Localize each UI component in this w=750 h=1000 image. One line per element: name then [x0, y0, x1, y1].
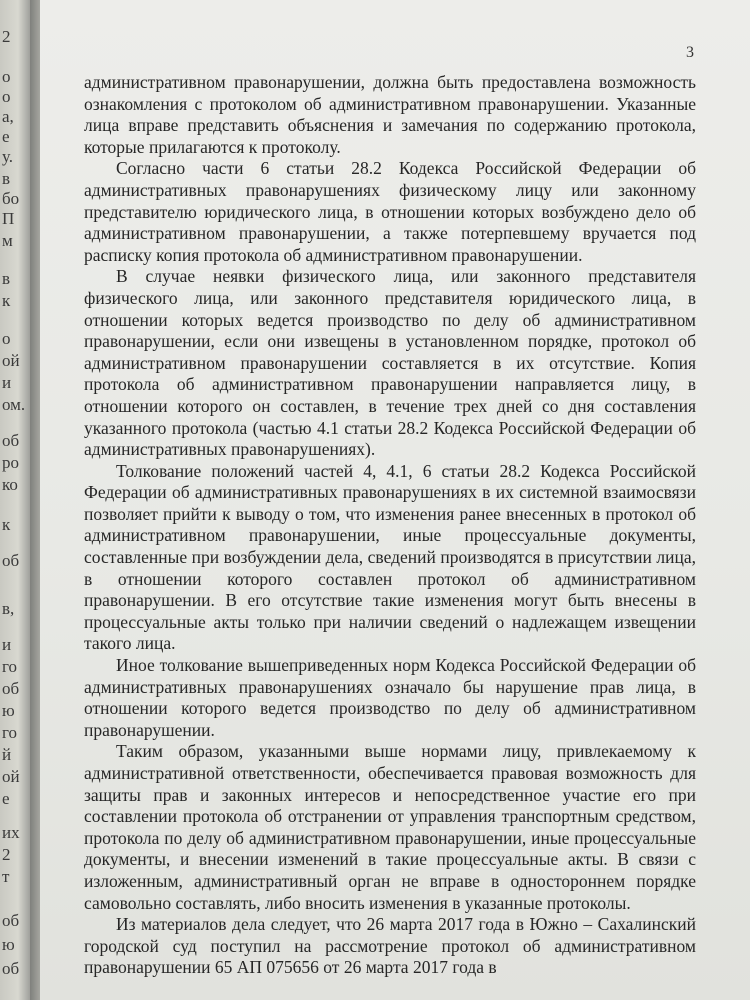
- adjacent-page-fragment: о: [2, 67, 11, 86]
- adjacent-page-fragment: у.: [2, 147, 14, 166]
- adjacent-page-fragment: о: [2, 329, 11, 348]
- adjacent-page-fragment: в: [2, 169, 11, 188]
- adjacent-page-fragment: об: [2, 431, 20, 450]
- adjacent-page-fragment: об: [2, 959, 20, 978]
- document-body: [84, 72, 696, 979]
- adjacent-page-fragment: П: [2, 209, 15, 228]
- adjacent-page-fragment: ро: [2, 453, 19, 472]
- paragraph: Согласно части 6 статьи 28.2 Кодекса Российской Федерации об административных правонарушениях физическому лицу или законному представителю юридического лица, в отношении которых возбуждено дело об административном правонарушении, а также потерпевшему вручается под расписку копия протокола об административном правонарушении.: [84, 158, 696, 265]
- adjacent-page-fragment: м: [2, 231, 13, 250]
- adjacent-page-fragment: е: [2, 789, 10, 808]
- adjacent-page-fragment: к: [2, 515, 11, 534]
- adjacent-page-edge: [0, 0, 30, 1000]
- adjacent-page-fragment: ом.: [2, 395, 26, 414]
- adjacent-page-fragment: в,: [2, 599, 15, 618]
- adjacent-page-fragment: и: [2, 373, 12, 392]
- adjacent-page-fragment: ой: [2, 767, 20, 786]
- adjacent-page-fragment: т: [2, 867, 10, 886]
- adjacent-page-fragment: е: [2, 127, 10, 146]
- paragraph: Толкование положений частей 4, 4.1, 6 статьи 28.2 Кодекса Российской Федерации об административных правонарушениях в их системной взаимосвязи позволяет прийти к выводу о том, что изменения ранее внесенных в протокол об административном правонарушении, иные процессуальные документы, составленные при возбуждении дела, сведений производятся в присутствии лица, в отношении которого составлен протокол об административном правонарушении. В его отсутствие такие изменения могут быть внесены в процессуальные акты только при наличии сведений о надлежащем извещении такого лица.: [84, 460, 696, 654]
- paragraph: административном правонарушении, должна быть предоставлена возможность ознакомления с протоколом об административном правонарушении. Указанные лица вправе представить объяснения и замечания по содержанию протокола, которые прилагаются к протоколу.: [84, 72, 696, 157]
- adjacent-page-fragment: и: [2, 635, 12, 654]
- paragraph: В случае неявки физического лица, или законного представителя физического лица, или законного представителя юридического лица, в отношении которых ведется производство по делу об административном правонарушении, если они извещены в установленном порядке, протокол об административном правонарушении составляется в их отсутствие. Копия протокола об административном правонарушении направляется лицу, в отношении которого он составлен, в течение трех дней со дня составления указанного протокола (частью 4.1 статьи 28.2 Кодекса Российской Федерации об административных правонарушениях).: [84, 266, 696, 460]
- adjacent-page-fragment: их: [2, 823, 20, 842]
- adjacent-page-fragment: бо: [2, 189, 20, 208]
- paragraph: Иное толкование вышеприведенных норм Кодекса Российской Федерации об административных правонарушениях означало бы нарушение прав лица, в отношении которого ведется производство по делу об административном правонарушении.: [84, 655, 696, 740]
- adjacent-page-fragment: к: [2, 291, 11, 310]
- adjacent-page-fragment: а,: [2, 107, 14, 126]
- adjacent-page-fragment: в: [2, 269, 11, 288]
- adjacent-page-fragment: 2: [2, 27, 11, 46]
- page-number: 3: [686, 44, 694, 61]
- document-page: [40, 0, 750, 1000]
- adjacent-page-fragment: ю: [2, 701, 15, 720]
- paragraph: Таким образом, указанными выше нормами лицу, привлекаемому к административной ответственности, обеспечивается правовая возможность для защиты прав и законных интересов и непосредственное участие его при составлении протокола об отстранении от управления транспортным средством, протокола по делу об административном правонарушении, иные процессуальные документы, и внесении изменений в такие процессуальные акты. В связи с изложенным, административный орган не вправе в одностороннем порядке самовольно составлять, либо вносить изменения в указанные протоколы.: [84, 741, 696, 913]
- adjacent-page-fragment: об: [2, 551, 20, 570]
- adjacent-page-fragment: об: [2, 679, 20, 698]
- paragraph: Из материалов дела следует, что 26 марта 2017 года в Южно – Сахалинский городской суд поступил на рассмотрение протокол об административном правонарушении 65 АП 075656 от 26 марта 2017 года в: [84, 914, 696, 978]
- adjacent-page-fragment: 2: [2, 845, 11, 864]
- adjacent-page-fragment: ко: [2, 475, 18, 494]
- adjacent-page-fragment: го: [2, 723, 18, 742]
- adjacent-page-fragment: ю: [2, 935, 15, 954]
- adjacent-page-fragment: й: [2, 745, 12, 764]
- adjacent-page-fragment: ой: [2, 351, 20, 370]
- adjacent-page-fragment: го: [2, 657, 18, 676]
- adjacent-page-fragment: об: [2, 911, 20, 930]
- adjacent-page-fragment: о: [2, 87, 11, 106]
